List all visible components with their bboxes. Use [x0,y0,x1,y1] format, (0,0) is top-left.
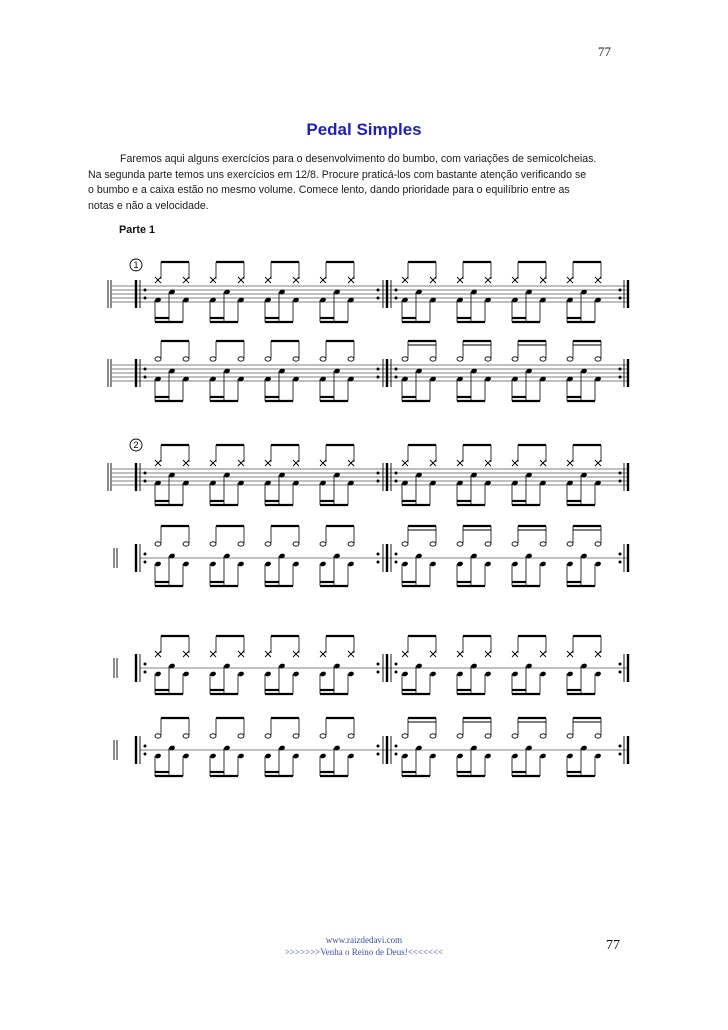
repeat-dot [619,472,622,475]
drum-note [182,671,189,677]
repeat-dot [395,753,398,756]
cymbal-note [155,542,161,546]
footer-motto: >>>>>>>Venha o Reino de Deus!<<<<<<< [284,947,444,957]
drum-note [154,561,161,567]
cymbal-note [512,542,518,546]
drum-note [292,671,299,677]
page-number-top: 77 [598,44,611,59]
page-title: Pedal Simples [306,120,422,139]
cymbal-note [485,734,491,738]
repeat-dot [144,753,147,756]
drum-note [401,561,408,567]
cymbal-note [320,734,326,738]
repeat-dot [144,480,147,483]
drum-note [237,671,244,677]
cymbal-note [210,542,216,546]
cymbal-note [320,542,326,546]
drum-note [401,671,408,677]
drum-note [484,561,491,567]
drum-note [209,671,216,677]
drum-note [264,671,271,677]
drum-note [292,753,299,759]
cymbal-note [402,357,408,361]
cymbal-note [265,542,271,546]
repeat-dot [619,480,622,483]
repeat-dot [395,561,398,564]
repeat-dot [619,671,622,674]
drum-note [154,671,161,677]
repeat-dot [377,663,380,666]
drum-note [319,561,326,567]
cymbal-note [402,734,408,738]
cymbal-note [293,734,299,738]
repeat-dot [395,663,398,666]
footer-url[interactable]: www.raizdedavi.com [325,935,403,945]
cymbal-note [567,357,573,361]
cymbal-note [265,357,271,361]
repeat-dot [377,289,380,292]
cymbal-note [320,357,326,361]
exercise-number: 1 [133,260,139,270]
cymbal-note [348,357,354,361]
drum-note [539,671,546,677]
drum-note [237,753,244,759]
repeat-dot [619,289,622,292]
drum-note [594,671,601,677]
cymbal-note [210,357,216,361]
drum-note [456,753,463,759]
cymbal-note [183,542,189,546]
repeat-dot [144,671,147,674]
cymbal-note [457,357,463,361]
drum-note [539,561,546,567]
drum-note [566,671,573,677]
cymbal-note [155,734,161,738]
cymbal-note [512,357,518,361]
cymbal-note [430,542,436,546]
drum-note [237,561,244,567]
repeat-dot [395,368,398,371]
drum-note [347,561,354,567]
drum-note [292,561,299,567]
repeat-dot [377,480,380,483]
repeat-dot [144,663,147,666]
repeat-dot [377,472,380,475]
cymbal-note [485,357,491,361]
cymbal-note [485,542,491,546]
repeat-dot [619,745,622,748]
cymbal-note [430,357,436,361]
repeat-dot [619,368,622,371]
cymbal-note [210,734,216,738]
drum-note [182,561,189,567]
drum-note [154,753,161,759]
repeat-dot [144,553,147,556]
cymbal-note [183,357,189,361]
repeat-dot [377,553,380,556]
cymbal-note [293,542,299,546]
repeat-dot [619,561,622,564]
drum-note [429,753,436,759]
cymbal-note [595,357,601,361]
repeat-dot [144,368,147,371]
cymbal-note [540,542,546,546]
repeat-dot [395,480,398,483]
drum-note [319,753,326,759]
repeat-dot [377,745,380,748]
drum-note [429,561,436,567]
drum-note [539,753,546,759]
drum-note [182,753,189,759]
drum-note [594,561,601,567]
drum-note [209,561,216,567]
repeat-dot [377,297,380,300]
cymbal-note [238,357,244,361]
repeat-dot [395,472,398,475]
repeat-dot [144,745,147,748]
cymbal-note [402,542,408,546]
cymbal-note [540,734,546,738]
repeat-dot [377,561,380,564]
repeat-dot [144,376,147,379]
notation-layer [108,262,628,776]
cymbal-note [348,542,354,546]
drum-note [594,753,601,759]
cymbal-note [595,734,601,738]
part-label: Parte 1 [119,224,156,236]
footer-page-number: 77 [606,938,620,953]
drum-note [456,671,463,677]
cymbal-note [155,357,161,361]
repeat-dot [144,289,147,292]
cymbal-note [595,542,601,546]
repeat-dot [377,376,380,379]
cymbal-note [457,542,463,546]
intro-line: notas e não a velocidade. [88,199,209,212]
repeat-dot [395,553,398,556]
repeat-dot [619,753,622,756]
repeat-dot [395,376,398,379]
cymbal-note [238,734,244,738]
repeat-dot [619,663,622,666]
cymbal-note [567,542,573,546]
drum-note [429,671,436,677]
drum-note [209,753,216,759]
drum-note [484,671,491,677]
drum-note [264,753,271,759]
cymbal-note [567,734,573,738]
cymbal-note [183,734,189,738]
drum-note [484,753,491,759]
intro-line: o bumbo e a caixa estão no mesmo volume. Comece lento, dando prioridade para o equilíbrio entre as [88,184,570,196]
intro-line: Na segunda parte temos uns exercícios em 12/8. Procure praticá-los com bastante atenção verificando se [88,168,587,181]
repeat-dot [619,553,622,556]
repeat-dot [144,297,147,300]
cymbal-note [265,734,271,738]
cymbal-note [512,734,518,738]
drum-note [401,753,408,759]
drum-note [511,671,518,677]
cymbal-note [293,357,299,361]
intro-line: Faremos aqui alguns exercícios para o desenvolvimento do bumbo, com variações de semicolcheias. [120,153,597,165]
repeat-dot [144,561,147,564]
drum-note [566,561,573,567]
repeat-dot [619,376,622,379]
exercise-number: 2 [133,440,139,450]
cymbal-note [238,542,244,546]
drum-note [347,671,354,677]
repeat-dot [377,753,380,756]
repeat-dot [377,368,380,371]
drum-note [456,561,463,567]
drum-note [264,561,271,567]
repeat-dot [395,289,398,292]
repeat-dot [377,671,380,674]
drum-note [511,561,518,567]
cymbal-note [348,734,354,738]
drum-note [319,671,326,677]
repeat-dot [619,297,622,300]
repeat-dot [395,671,398,674]
repeat-dot [395,297,398,300]
cymbal-note [540,357,546,361]
repeat-dot [144,472,147,475]
drum-note [347,753,354,759]
drum-note [566,753,573,759]
cymbal-note [430,734,436,738]
repeat-dot [395,745,398,748]
cymbal-note [457,734,463,738]
drum-note [511,753,518,759]
